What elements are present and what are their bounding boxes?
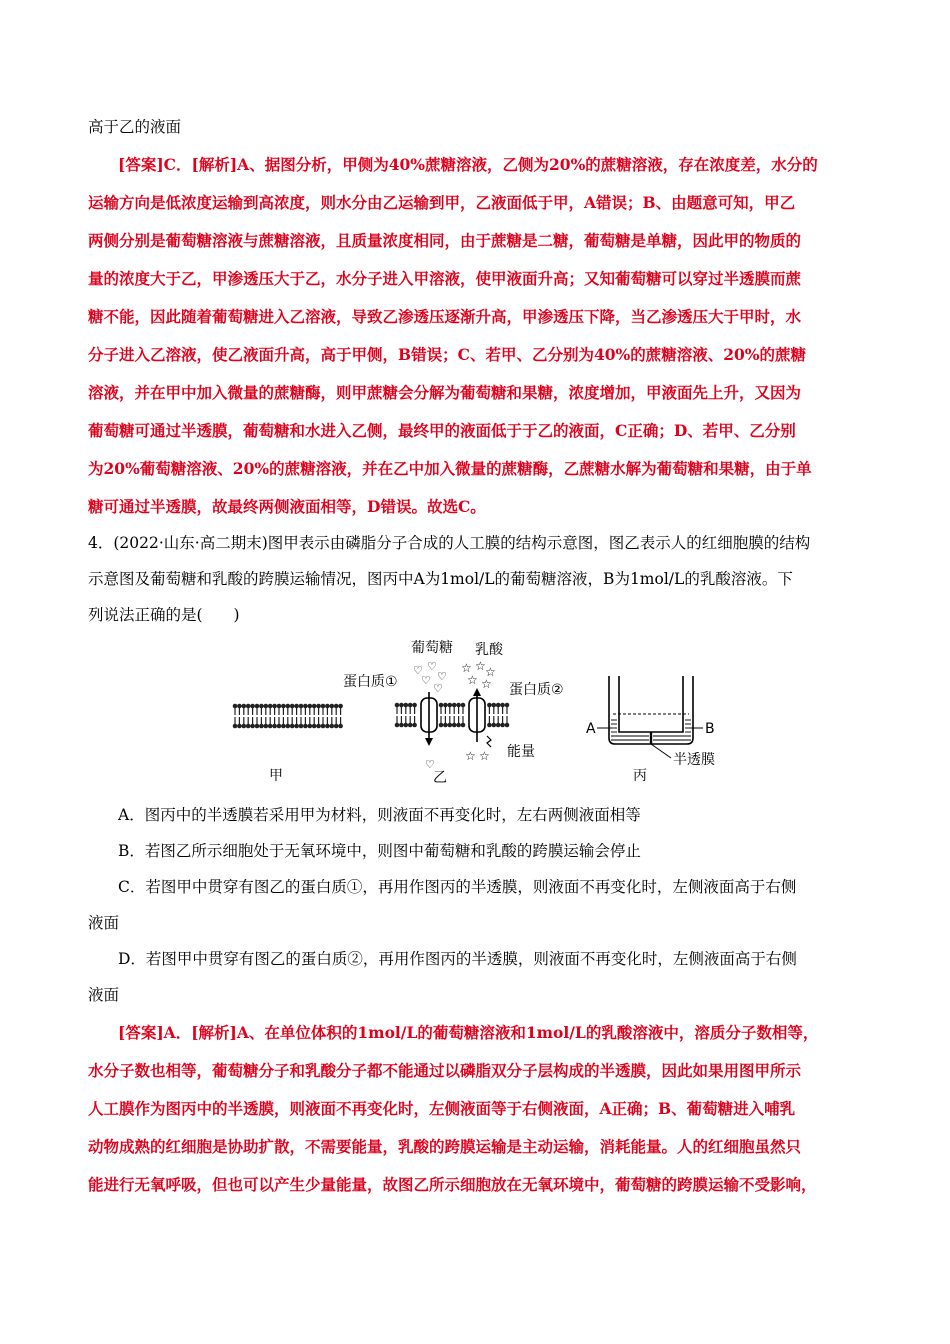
answer-line: [答案]C．[解析]A、据图分析，甲侧为40%蔗糖溶液，乙侧为20%的蔗糖溶液，存在浓度差，水分的	[118, 155, 818, 174]
lipid-head	[272, 724, 277, 729]
star-icon: ☆	[465, 749, 476, 763]
lipid-head	[242, 724, 247, 729]
lipid-head	[500, 723, 505, 728]
lipid-head	[316, 724, 321, 729]
lipid-head	[294, 724, 299, 729]
answer-line: 为20%葡萄糖溶液、20%的蔗糖溶液，并在乙中加入微量的蔗糖酶，乙蔗糖水解为葡萄糖和果糖，由于单	[88, 459, 812, 478]
lipid-head	[312, 724, 317, 729]
lipid-head	[312, 704, 317, 709]
option-d: D．若图甲中贯穿有图乙的蛋白质②，再用作图丙的半透膜，则液面不再变化时，左侧液面高于右侧	[118, 950, 797, 968]
lipid-head	[255, 724, 260, 729]
energy-bolt-icon	[487, 736, 491, 747]
lipid-head	[290, 704, 295, 709]
lipid-head	[246, 724, 251, 729]
glucose-arrowhead	[425, 738, 433, 746]
lipid-head	[404, 723, 409, 728]
lipid-head	[487, 723, 492, 728]
lactic-acid-label: 乳酸	[475, 642, 503, 658]
figure-label-bing: 丙	[633, 768, 647, 784]
answer-line: 糖不能，因此随着葡萄糖进入乙溶液，导致乙渗透压逐渐升高，甲渗透压下降，当乙渗透压大于甲时，水	[88, 307, 802, 326]
pointer-membrane	[651, 744, 671, 758]
lipid-head	[399, 703, 404, 708]
option-c: C．若图甲中贯穿有图乙的蛋白质①，再用作图丙的半透膜，则液面不再变化时，左侧液面高于右侧	[118, 878, 797, 896]
option-d-cont: 液面	[88, 986, 120, 1004]
option-c-cont: 液面	[88, 914, 120, 932]
membrane-figure	[225, 636, 735, 788]
lipid-head	[250, 724, 255, 729]
heart-icon: ♡	[421, 674, 431, 687]
lipid-head	[250, 704, 255, 709]
lipid-head	[281, 704, 286, 709]
lipid-head	[500, 703, 505, 708]
lipid-head	[303, 724, 308, 729]
lipid-head	[325, 704, 330, 709]
answer-line: 动物成熟的红细胞是协助扩散，不需要能量，乳酸的跨膜运输是主动运输，消耗能量。人的红细胞虽然只	[88, 1137, 802, 1156]
lipid-head	[286, 724, 291, 729]
lipid-head	[404, 703, 409, 708]
lipid-head	[338, 704, 343, 709]
answer-line: 能进行无氧呼吸，但也可以产生少量能量，故图乙所示细胞放在无氧环境中，葡萄糖的跨膜运输不受影响，	[88, 1175, 817, 1194]
lipid-head	[505, 703, 510, 708]
star-icon: ☆	[475, 659, 486, 673]
answer-line: 糖可通过半透膜，故最终两侧液面相等，D错误。故选C。	[88, 497, 486, 516]
lipid-head	[277, 704, 282, 709]
artificial-membrane-jia	[233, 704, 343, 729]
figure-label-jia: 甲	[269, 768, 283, 784]
lipid-head	[439, 723, 444, 728]
star-icon: ☆	[467, 673, 478, 687]
question-line: 4．(2022·山东·高二期末)图甲表示由磷脂分子合成的人工膜的结构示意图，图乙表示人的红细胞膜的结构	[88, 534, 811, 552]
lipid-head	[443, 723, 448, 728]
lipid-head	[461, 723, 466, 728]
lipid-head	[277, 724, 282, 729]
lipid-head	[412, 723, 417, 728]
lipid-head	[294, 704, 299, 709]
heart-icon: ♡	[425, 758, 435, 771]
lipid-head	[496, 723, 501, 728]
lipid-head	[233, 724, 238, 729]
lipid-head	[399, 723, 404, 728]
lipid-head	[299, 724, 304, 729]
answer-line: 人工膜作为图丙中的半透膜，则液面不再变化时，左侧液面等于右侧液面，A正确；B、葡萄糖进入哺乳	[88, 1099, 796, 1118]
lipid-head	[334, 704, 339, 709]
lipid-head	[272, 704, 277, 709]
lipid-head	[303, 704, 308, 709]
lipid-head	[492, 723, 497, 728]
glucose-label: 葡萄糖	[411, 640, 453, 656]
lipid-head	[487, 703, 492, 708]
question-line: 示意图及葡萄糖和乳酸的跨膜运输情况，图丙中A为1mol/L的葡萄糖溶液，B为1mol/L的乳酸溶液。下	[88, 570, 793, 588]
lipid-head	[448, 723, 453, 728]
option-b: B．若图乙所示细胞处于无氧环境中，则图中葡萄糖和乳酸的跨膜运输会停止	[118, 842, 641, 860]
lipid-head	[316, 704, 321, 709]
lipid-head	[264, 704, 269, 709]
lipid-head	[268, 724, 273, 729]
lipid-head	[286, 704, 291, 709]
lipid-head	[308, 704, 313, 709]
heart-icon: ♡	[413, 664, 423, 677]
lipid-head	[325, 724, 330, 729]
answer-line: 溶液，并在甲中加入微量的蔗糖酶，则甲蔗糖会分解为葡萄糖和果糖，浓度增加，甲液面先上升，又因为	[88, 383, 802, 402]
u-tube	[609, 676, 693, 744]
lipid-head	[299, 704, 304, 709]
lipid-head	[395, 703, 400, 708]
lipid-head	[321, 724, 326, 729]
lipid-head	[321, 704, 326, 709]
heart-icon: ♡	[433, 682, 443, 695]
lipid-head	[308, 724, 313, 729]
text-line: 高于乙的液面	[88, 118, 182, 136]
lipid-head	[456, 723, 461, 728]
lipid-head	[290, 724, 295, 729]
lipid-head	[255, 704, 260, 709]
lipid-head	[461, 703, 466, 708]
lipid-head	[443, 703, 448, 708]
energy-label: 能量	[507, 744, 535, 760]
answer-line: 两侧分别是葡萄糖溶液与蔗糖溶液，且质量浓度相同，由于蔗糖是二糖，葡萄糖是单糖，因此甲的物质的	[88, 231, 802, 250]
membrane-diagram	[225, 636, 735, 788]
label-b: B	[705, 721, 715, 737]
lipid-head	[281, 724, 286, 729]
lipid-head	[496, 703, 501, 708]
answer-line: 分子进入乙溶液，使乙液面升高，高于甲侧，B错误；C、若甲、乙分别为40%的蔗糖溶液、20%的蔗糖	[88, 345, 807, 364]
lipid-head	[408, 723, 413, 728]
lipid-head	[242, 704, 247, 709]
answer-line: 水分子数也相等，葡萄糖分子和乳酸分子都不能通过以磷脂双分子层构成的半透膜，因此如果用图甲所示	[88, 1061, 802, 1080]
lipid-head	[412, 703, 417, 708]
star-icon: ☆	[479, 749, 490, 763]
lipid-head	[448, 703, 453, 708]
lipid-head	[259, 704, 264, 709]
answer-line: 葡萄糖可通过半透膜，葡萄糖和水进入乙侧，最终甲的液面低于于乙的液面，C正确；D、若甲、乙分别	[88, 421, 796, 440]
lipid-head	[268, 704, 273, 709]
lipid-head	[452, 723, 457, 728]
lipid-head	[334, 724, 339, 729]
heart-icon: ♡	[437, 670, 447, 683]
star-icon: ☆	[485, 665, 496, 679]
answer-line: 运输方向是低浓度运输到高浓度，则水分由乙运输到甲，乙液面低于甲，A错误；B、由题意可知，甲乙	[88, 193, 796, 212]
option-a: A．图丙中的半透膜若采用甲为材料，则液面不再变化时，左右两侧液面相等	[118, 806, 641, 824]
answer-line: [答案]A．[解析]A、在单位体积的1mol/L的葡萄糖溶液和1mol/L的乳酸溶液中，溶质分子数相等，	[118, 1023, 819, 1042]
lipid-head	[259, 724, 264, 729]
figure-label-yi: 乙	[433, 770, 447, 786]
protein1-label: 蛋白质①	[343, 674, 398, 690]
protein2-label: 蛋白质②	[509, 682, 564, 698]
star-icon: ☆	[461, 661, 472, 675]
lipid-head	[330, 704, 335, 709]
lipid-head	[505, 723, 510, 728]
answer-line: 量的浓度大于乙，甲渗透压大于乙，水分子进入甲溶液，使甲液面升高；又知葡萄糖可以穿过半透膜而蔗	[88, 269, 802, 288]
semipermeable-membrane-label: 半透膜	[673, 752, 715, 768]
lipid-head	[492, 703, 497, 708]
lipid-head	[439, 703, 444, 708]
label-a: A	[586, 721, 596, 737]
question-line: 列说法正确的是( )	[88, 606, 240, 624]
lipid-head	[452, 703, 457, 708]
lipid-head	[395, 723, 400, 728]
lipid-head	[338, 724, 343, 729]
star-icon: ☆	[481, 677, 492, 691]
lipid-head	[264, 724, 269, 729]
lipid-head	[408, 703, 413, 708]
lipid-head	[237, 704, 242, 709]
lipid-head	[456, 703, 461, 708]
lipid-head	[246, 704, 251, 709]
heart-icon: ♡	[427, 660, 437, 673]
lipid-head	[237, 724, 242, 729]
cell-membrane-yi	[395, 703, 510, 728]
lactic-arrowhead	[473, 688, 481, 696]
lipid-head	[233, 704, 238, 709]
lipid-head	[330, 724, 335, 729]
